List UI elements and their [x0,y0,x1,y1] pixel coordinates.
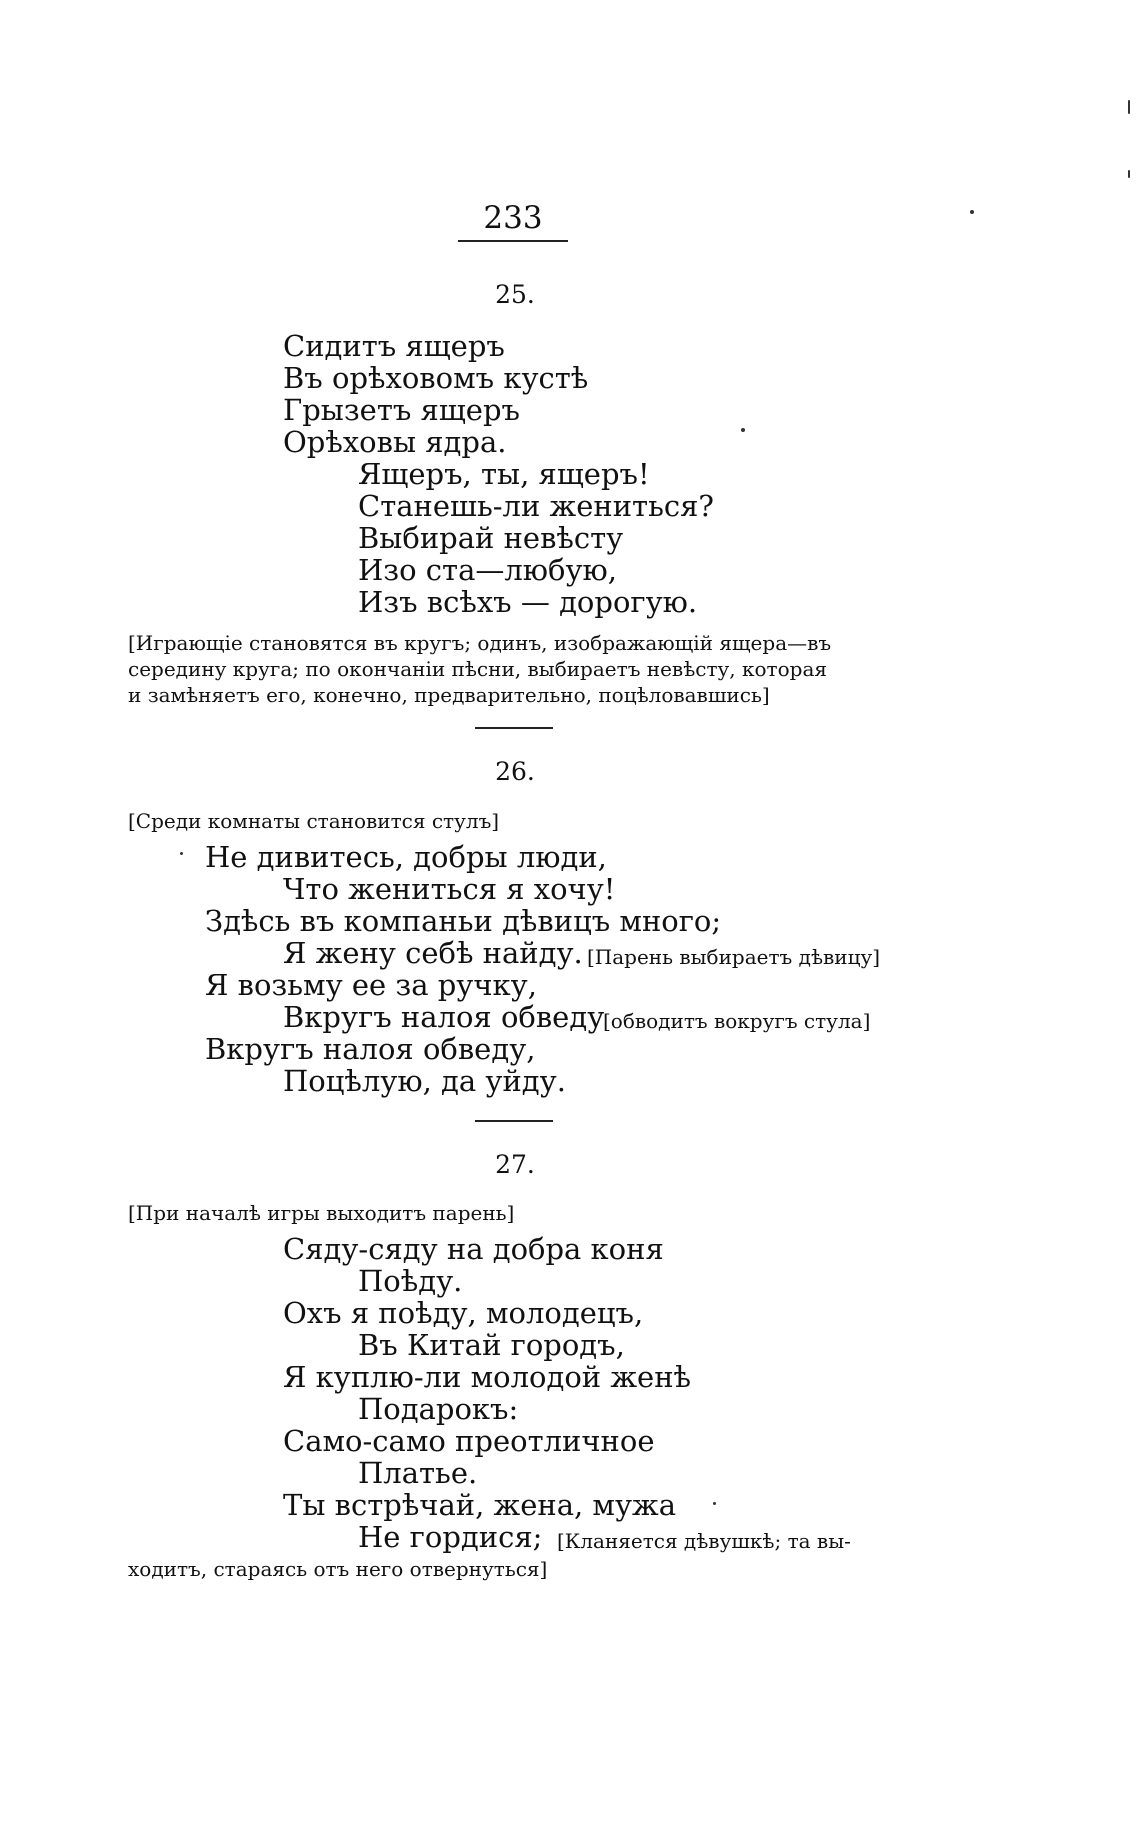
verse-line: Не дивитесь, добры люди, [205,840,607,874]
stage-direction: середину круга; по окончаніи пѣсни, выбираетъ невѣсту, которая [128,657,827,681]
verse-line: Изо ста—любую, [358,553,618,587]
song-26-number: 26. [495,757,535,786]
stage-direction: [обводитъ вокругъ стула] [603,1009,871,1033]
verse-line: Въ Китай городъ, [358,1328,625,1362]
verse-line: Орѣховы ядра. [283,425,507,459]
stage-direction: ходитъ, стараясь отъ него отвернуться] [128,1557,548,1581]
verse-line: Я жену себѣ найду. [283,936,583,970]
verse-line: Вкругъ налоя обведу [283,1000,605,1034]
section-divider [475,1120,553,1122]
stage-direction: [Кланяется дѣвушкѣ; та вы- [557,1529,851,1553]
verse-line: Грызетъ ящеръ [283,393,520,427]
verse-line: Поѣду. [358,1264,463,1298]
page-number: 233 [483,200,543,236]
stage-direction: [Парень выбираетъ дѣвицу] [587,945,881,969]
song-25-number: 25. [495,280,535,309]
verse-line: Что жениться я хочу! [283,872,616,906]
stage-direction: [При началѣ игры выходитъ парень] [128,1201,515,1225]
verse-line: Поцѣлую, да уйду. [283,1064,566,1098]
verse-line: Выбирай невѣсту [358,521,624,555]
verse-line: Сяду-сяду на добра коня [283,1232,664,1266]
section-divider [475,727,553,729]
verse-line: Здѣсь въ компаньи дѣвицъ много; [205,904,722,938]
verse-line: Ящеръ, ты, ящеръ! [358,457,650,491]
verse-line: Ты встрѣчай, жена, мужа [283,1488,677,1522]
verse-line: Я возьму ее за ручку, [205,968,537,1002]
stage-direction: и замѣняетъ его, конечно, предварительно, поцѣловавшись] [128,683,770,707]
verse-line: Станешь-ли жениться? [358,489,714,523]
song-27-number: 27. [495,1150,535,1179]
verse-line: Вкругъ налоя обведу, [205,1032,536,1066]
page-number-underline [458,240,568,242]
verse-line: Платье. [358,1456,478,1490]
verse-line: Изъ всѣхъ — дорогую. [358,585,698,619]
verse-line: Подарокъ: [358,1392,519,1426]
stage-direction: [Среди комнаты становится стулъ] [128,809,500,833]
verse-line: Не гордися; [358,1520,543,1554]
verse-line: Въ орѣховомъ кустѣ [283,361,589,395]
stage-direction: [Играющіе становятся въ кругъ; одинъ, изображающій ящера—въ [128,631,832,655]
verse-line: Охъ я поѣду, молодецъ, [283,1296,644,1330]
verse-line: Я куплю-ли молодой женѣ [283,1360,692,1394]
verse-line: Сидитъ ящеръ [283,329,505,363]
verse-line: Само-само преотличное [283,1424,655,1458]
